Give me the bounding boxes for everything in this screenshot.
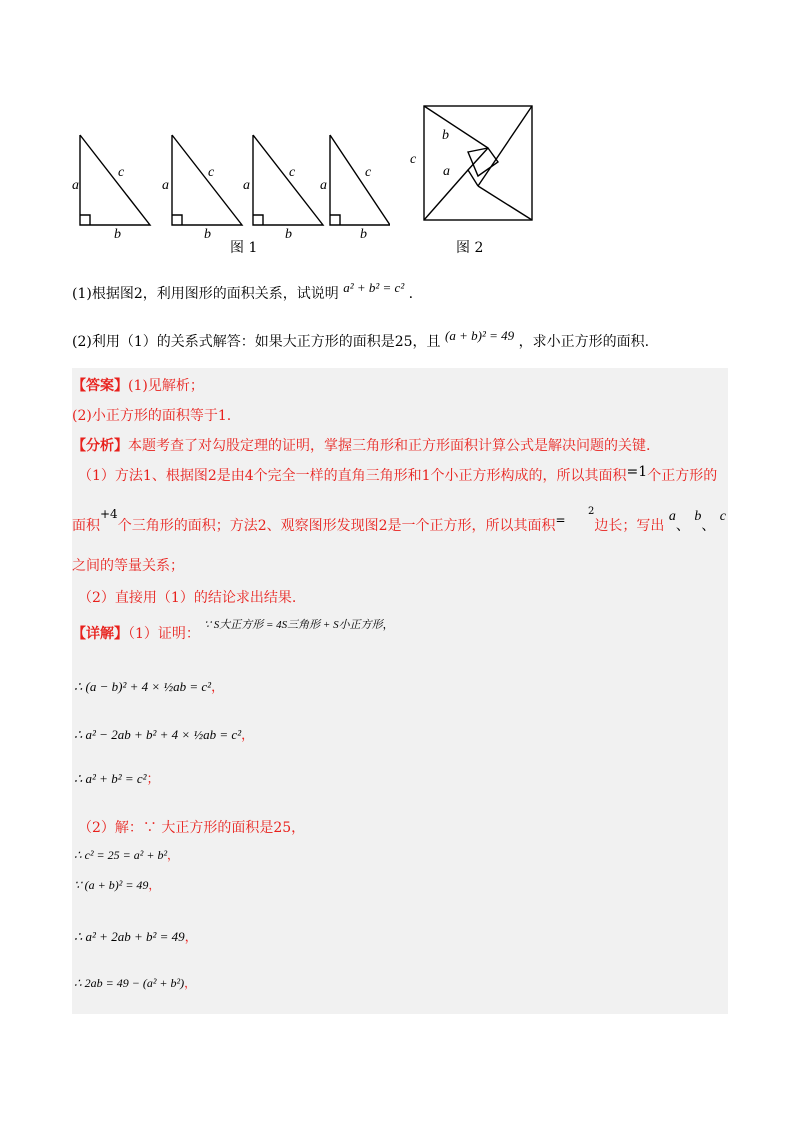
label-b-1: b bbox=[114, 227, 121, 242]
question-1-formula: a² + b² = c² bbox=[343, 280, 405, 295]
label-c-1: c bbox=[118, 165, 125, 180]
label-b-2: b bbox=[204, 227, 211, 242]
detail-s-line: ∵ S大正方形 = 4S三角形 + S小正方形， bbox=[204, 619, 394, 631]
analysis-line: 【分析】本题考查了对勾股定理的证明，掌握三角形和正方形面积计算公式是解决问题的关键. bbox=[72, 438, 651, 454]
triangle-1 bbox=[80, 135, 150, 225]
caption-figure-1: 图 1 bbox=[230, 240, 258, 256]
triangle-2 bbox=[172, 135, 242, 225]
analysis-p2: 面积+4个三角形的面积；方法2、观察图形发现图2是一个正方形，所以其面积= $^2$边长；写出 a、 b、 c bbox=[72, 506, 726, 534]
label-a-3: a bbox=[243, 178, 250, 193]
caption-figure-2: 图 2 bbox=[456, 240, 484, 256]
question-1: (1)根据图2，利用图形的面积关系，试说明 a² + b² = c² . bbox=[72, 280, 414, 302]
detail-step-6: ∴ a² + 2ab + b² = 49， bbox=[74, 929, 198, 944]
question-2-formula: (a + b)² = 49 bbox=[445, 328, 515, 343]
detail-step-1: ∴ (a − b)² + 4 × ½ab = c²， bbox=[74, 679, 225, 694]
label-c-3: c bbox=[289, 165, 296, 180]
triangle-4 bbox=[330, 135, 390, 225]
figure-1 bbox=[60, 120, 390, 230]
label-a-4: a bbox=[320, 178, 327, 193]
label-a-2: a bbox=[162, 178, 169, 193]
label-a-1: a bbox=[72, 178, 79, 193]
analysis-p4: （2）直接用（1）的结论求出结果. bbox=[78, 590, 297, 606]
outer-square bbox=[424, 106, 532, 220]
analysis-tag: 【分析】 bbox=[72, 438, 128, 454]
label-c-2: c bbox=[208, 165, 215, 180]
answer-tag: 【答案】 bbox=[72, 378, 128, 394]
figure-2 bbox=[420, 100, 535, 225]
label-c-4: c bbox=[365, 165, 372, 180]
label-a-fig2: a bbox=[443, 164, 450, 179]
analysis-p1: （1）方法1、根据图2是由4个完全一样的直角三角形和1个小正方形构成的，所以其面积=1个正方形的 bbox=[78, 464, 718, 484]
label-b-4: b bbox=[360, 227, 367, 242]
detail-step-4: ∴ c² = 25 = a² + b²， bbox=[74, 848, 180, 862]
question-2: (2)利用（1）的关系式解答：如果大正方形的面积是25，且 (a + b)² = 49 ，求小正方形的面积. bbox=[72, 328, 650, 350]
detail-step-2: ∴ a² − 2ab + b² + 4 × ½ab = c²， bbox=[74, 727, 255, 742]
label-c-fig2: c bbox=[410, 152, 417, 167]
detail-proof-line: 【详解】（1）证明： bbox=[72, 626, 200, 642]
answer-line-1: 【答案】(1)见解析； bbox=[72, 378, 204, 394]
detail-tag: 【详解】 bbox=[72, 626, 128, 642]
detail-part-2: （2）解：∵ 大正方形的面积是25， bbox=[78, 820, 306, 836]
label-b-3: b bbox=[285, 227, 292, 242]
analysis-p3: 之间的等量关系； bbox=[72, 558, 184, 574]
detail-step-5: ∵ (a + b)² = 49， bbox=[74, 878, 161, 892]
detail-step-3: ∴ a² + b² = c²； bbox=[74, 771, 160, 786]
label-b-fig2: b bbox=[442, 128, 449, 143]
answer-line-2: (2)小正方形的面积等于1. bbox=[72, 408, 232, 424]
triangle-3 bbox=[253, 135, 323, 225]
detail-step-7: ∴ 2ab = 49 − (a² + b²)， bbox=[74, 976, 197, 990]
